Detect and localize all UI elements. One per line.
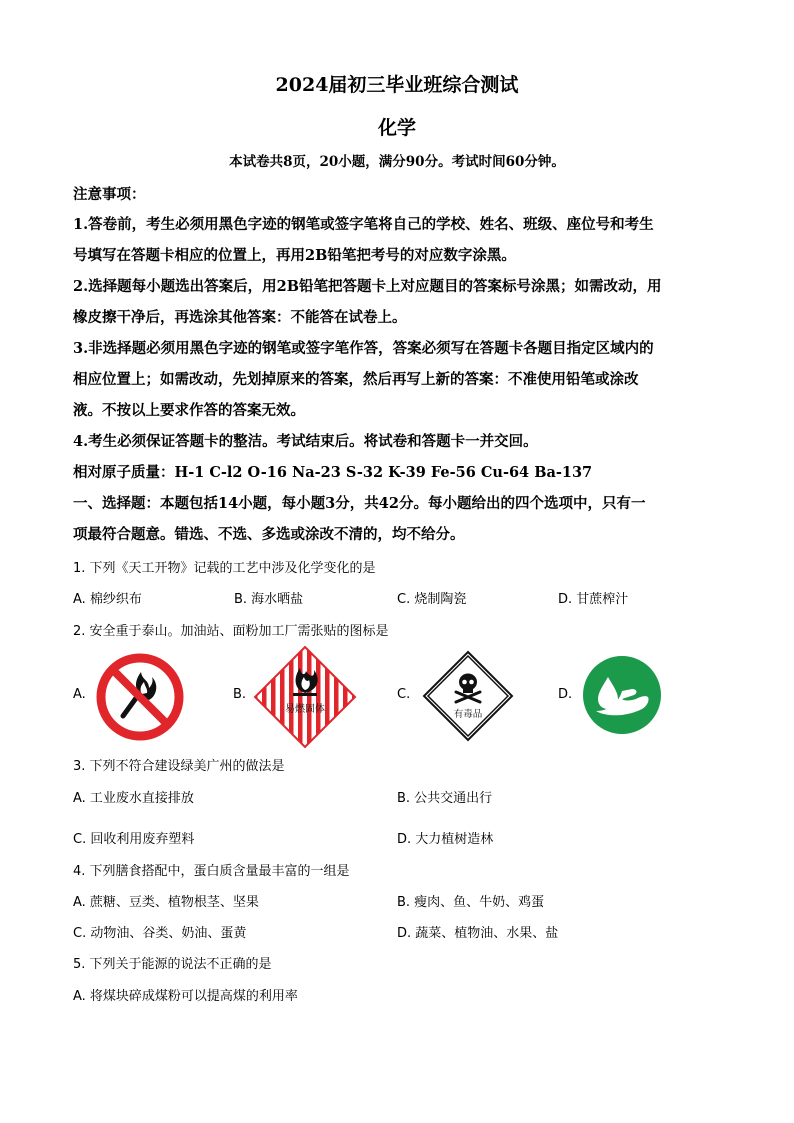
q3-option-d[interactable]: D. 大力植树造林 (397, 832, 494, 847)
q2-option-b[interactable]: B. (233, 687, 247, 702)
no-open-flame-icon (93, 650, 187, 744)
q4-option-a[interactable]: A. 蔗糖、豆类、植物根茎、坚果 (73, 895, 259, 910)
q2-option-d[interactable]: D. (558, 687, 573, 702)
exam-title: 2024届初三毕业班综合测试 (275, 74, 519, 96)
q4-option-d[interactable]: D. 蔬菜、植物油、水果、盐 (397, 926, 559, 941)
toxic-substance-label: 有毒品 (453, 709, 483, 720)
question-4-stem: 4. 下列膳食搭配中，蛋白质含量最丰富的一组是 (73, 864, 350, 879)
question-1-stem: 1. 下列《天工开物》记载的工艺中涉及化学变化的是 (73, 561, 376, 576)
note-line: 号填写在答题卡相应的位置上，再用2B铅笔把考号的对应数字涂黑。 (73, 247, 516, 264)
q5-option-a[interactable]: A. 将煤块碎成煤粉可以提高煤的利用率 (73, 989, 298, 1004)
water-saving-icon (582, 655, 662, 735)
note-line: 橡皮擦干净后，再选涂其他答案：不能答在试卷上。 (73, 309, 407, 326)
q3-option-b[interactable]: B. 公共交通出行 (397, 791, 493, 806)
note-line: 液。不按以上要求作答的答案无效。 (73, 402, 305, 419)
q1-option-d[interactable]: D. 甘蔗榨汁 (558, 592, 629, 607)
flammable-solid-icon (253, 645, 357, 749)
note-line: 3.非选择题必须用黑色字迹的钢笔或签字笔作答，答案必须写在答题卡各题目指定区域内的 (73, 340, 654, 357)
q1-option-b[interactable]: B. 海水晒盐 (234, 592, 304, 607)
question-2-stem: 2. 安全重于泰山。加油站、面粉加工厂需张贴的图标是 (73, 624, 389, 639)
atomic-mass-line: 相对原子质量：H-1 C-l2 O-16 Na-23 S-32 K-39 Fe-56 Cu-64 Ba-137 (73, 464, 593, 481)
notes-heading: 注意事项： (73, 186, 146, 203)
exam-info: 本试卷共8页，20小题，满分90分。考试时间60分钟。 (229, 154, 565, 170)
q3-option-c[interactable]: C. 回收利用废弃塑料 (73, 832, 195, 847)
section-heading: 一、选择题：本题包括14小题，每小题3分，共42分。每小题给出的四个选项中，只有一 (73, 495, 646, 512)
flammable-solid-label: 易燃固体 (285, 704, 325, 715)
section-heading-cont: 项最符合题意。错选、不选、多选或涂改不清的，均不给分。 (73, 526, 465, 543)
subject-title: 化学 (377, 117, 416, 139)
q4-option-b[interactable]: B. 瘦肉、鱼、牛奶、鸡蛋 (397, 895, 545, 910)
q2-option-a[interactable]: A. (73, 687, 86, 702)
note-line: 相应位置上；如需改动，先划掉原来的答案，然后再写上新的答案：不准使用铅笔或涂改 (73, 371, 639, 388)
note-line: 2.选择题每小题选出答案后，用2B铅笔把答题卡上对应题目的答案标号涂黑；如需改动，用 (73, 278, 662, 295)
q3-option-a[interactable]: A. 工业废水直接排放 (73, 791, 194, 806)
q4-option-c[interactable]: C. 动物油、谷类、奶油、蛋黄 (73, 926, 247, 941)
toxic-substance-icon (422, 650, 514, 742)
q1-option-a[interactable]: A. 棉纱织布 (73, 592, 142, 607)
q2-option-c[interactable]: C. (397, 687, 411, 702)
q1-option-c[interactable]: C. 烧制陶瓷 (397, 592, 467, 607)
note-line: 4.考生必须保证答题卡的整洁。考试结束后。将试卷和答题卡一并交回。 (73, 433, 538, 450)
note-line: 1.答卷前，考生必须用黑色字迹的钢笔或签字笔将自己的学校、姓名、班级、座位号和考生 (73, 216, 654, 233)
question-5-stem: 5. 下列关于能源的说法不正确的是 (73, 957, 272, 972)
question-3-stem: 3. 下列不符合建设绿美广州的做法是 (73, 759, 285, 774)
